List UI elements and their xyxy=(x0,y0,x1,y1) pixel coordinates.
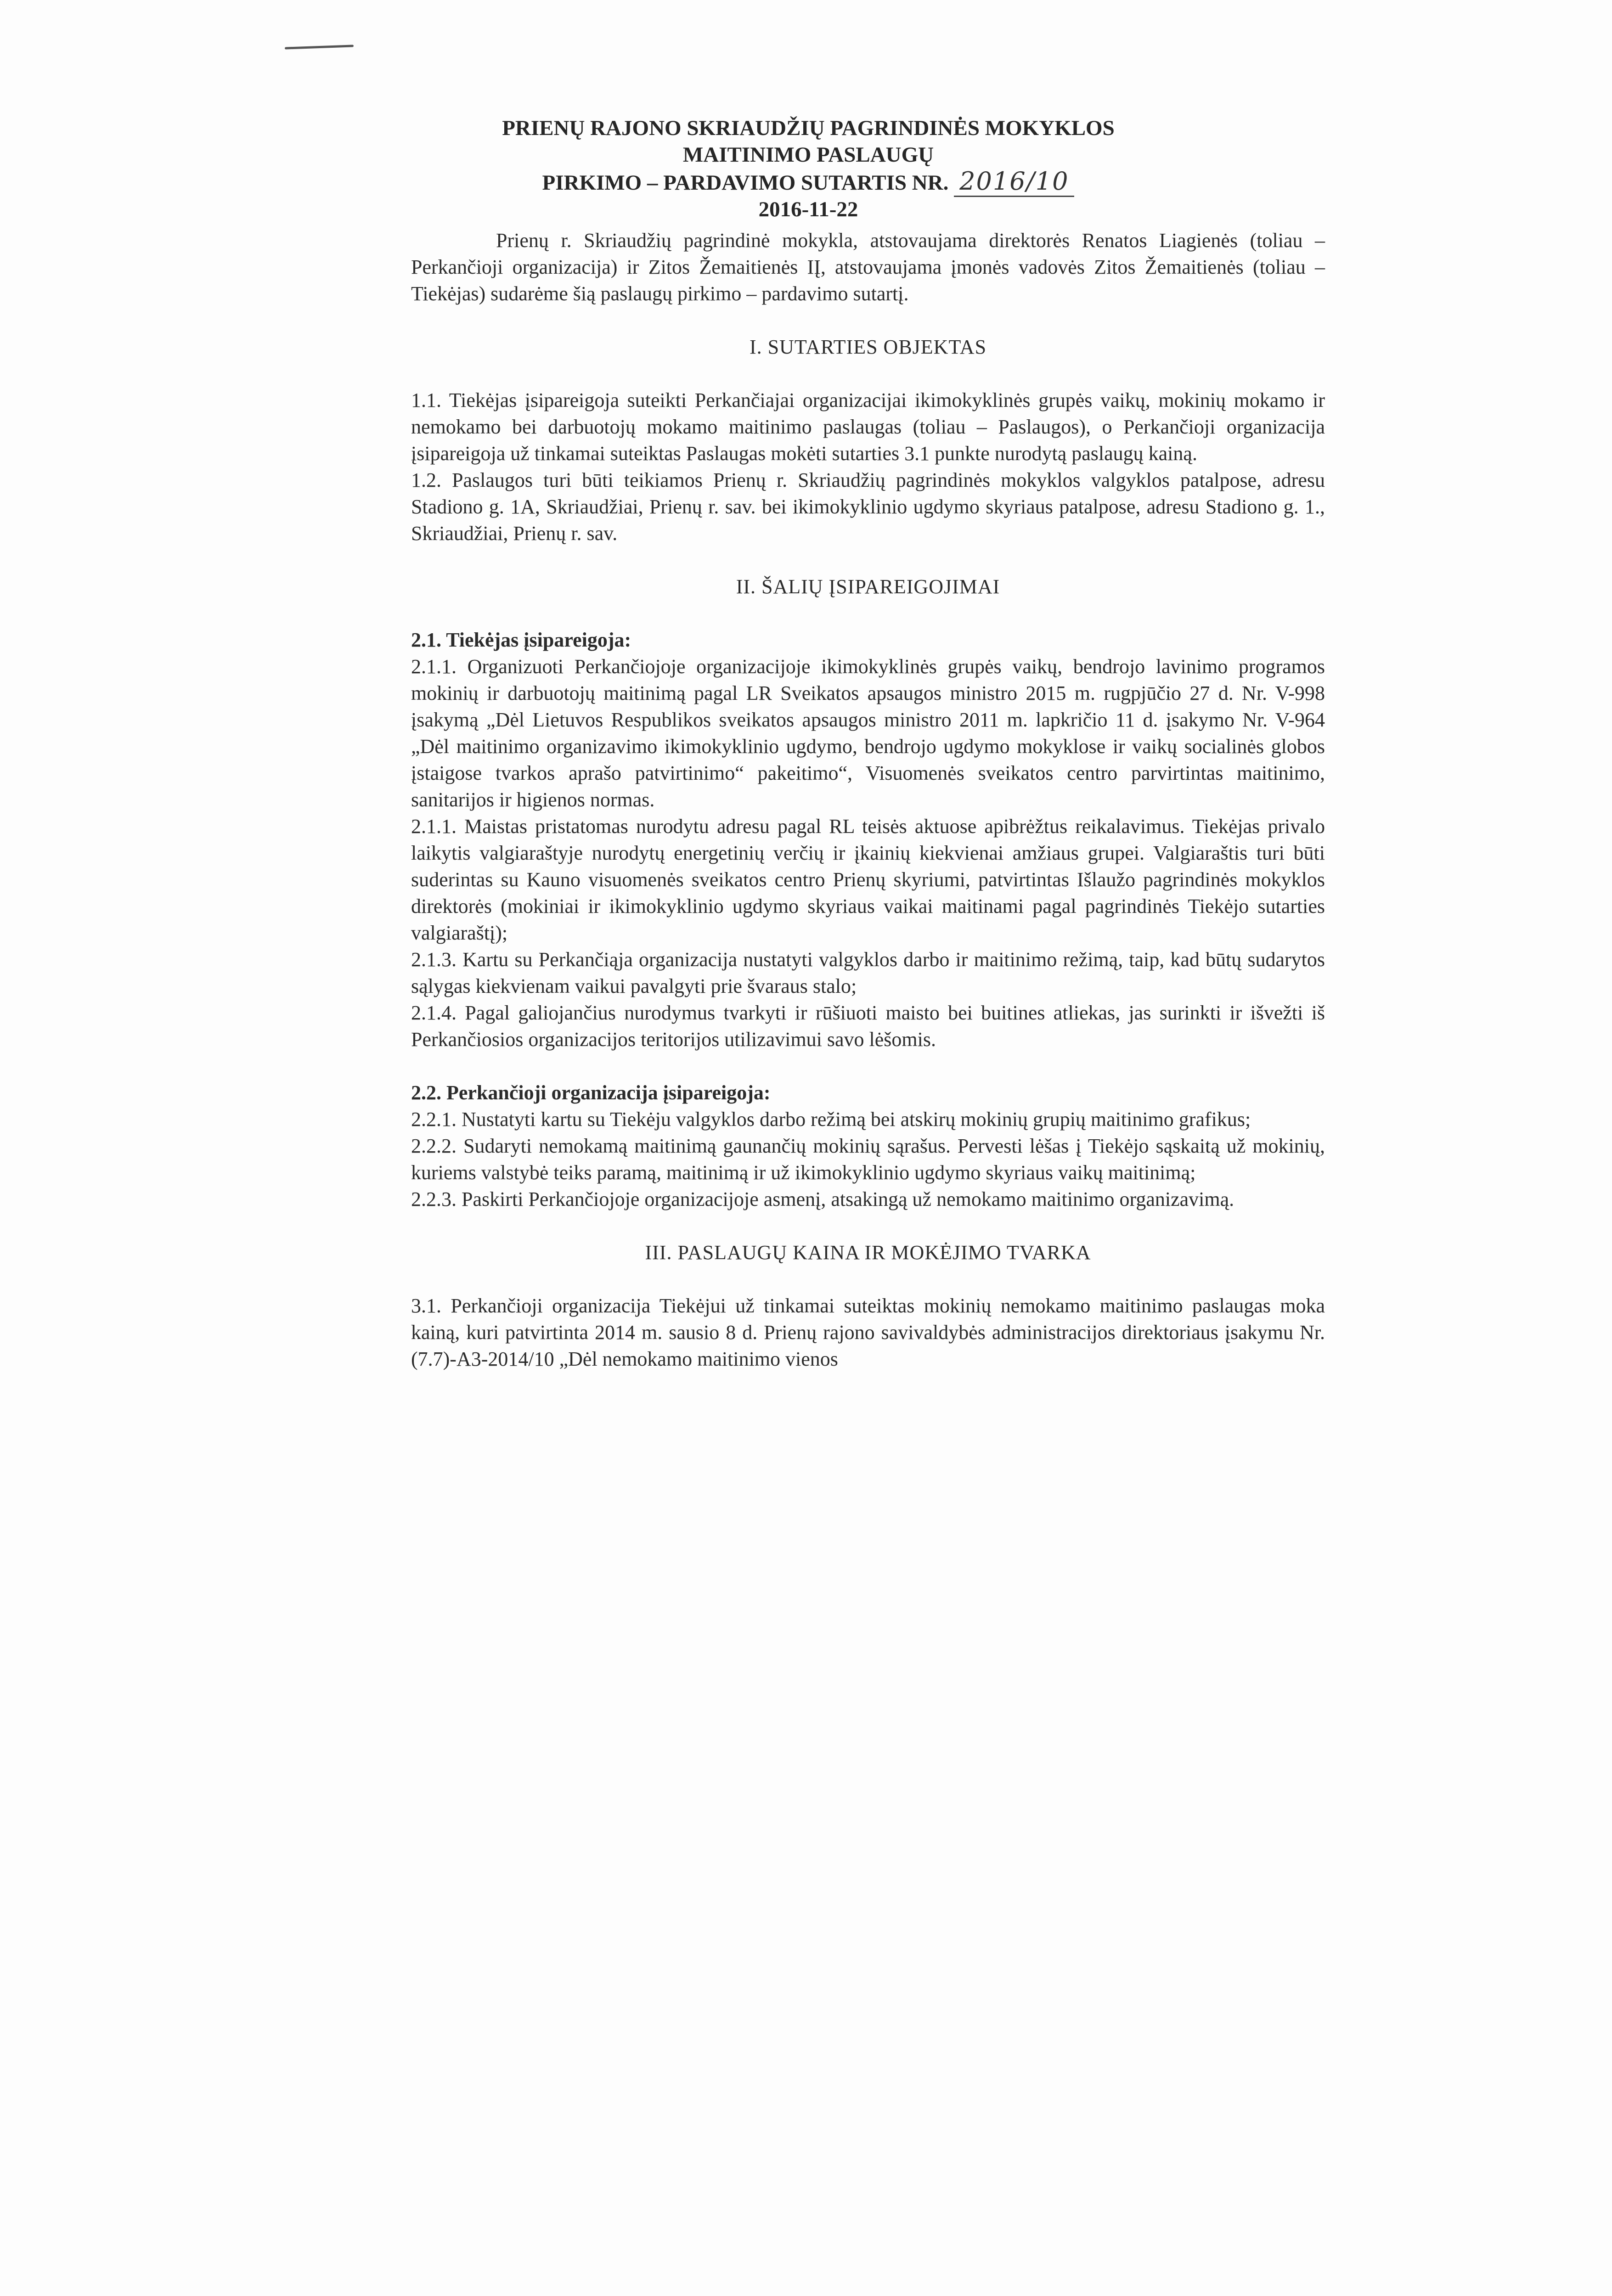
header-date: 2016-11-22 xyxy=(758,197,858,221)
clause-2-1-1b: 2.1.1. Maistas pristatomas nurodytu adresu pagal RL teisės aktuose apibrėžtus reikalavimus. Tiekėjas privalo laikytis valgiaraštyje nurodytų energetinių verčių ir įkainių kiekvienai amžiaus grupei. Valgiaraštis turi būti suderintas su Kauno visuomenės sveikatos centro Prienų skyriumi, patvirtintas Išlaužo pagrindinės mokyklos direktorės (mokiniai ir ikimokyklinio ugdymo skyriaus vaikai maitinami pagal pagrindinės Tiekėjo sutarties valgiaraštį); xyxy=(411,815,1325,944)
clause-3-1: 3.1. Perkančioji organizacija Tiekėjui už tinkamai suteiktas mokinių nemokamo maitinimo paslaugas moka kainą, kuri patvirtinta 2014 m. sausio 8 d. Prienų rajono savivaldybės administracijos direktoriaus įsakymu Nr.(7.7)-A3-2014/10 „Dėl nemokamo maitinimo vienos xyxy=(411,1294,1325,1370)
section-title-objektas: I. SUTARTIES OBJEKTAS xyxy=(749,336,987,358)
document-body xyxy=(411,227,1325,1373)
clause-1-2: 1.2. Paslaugos turi būti teikiamos Prienų r. Skriaudžių pagrindinės mokyklos valgyklos patalpose, adresu Stadiono g. 1A, Skriaudžiai, Prienų r. sav. bei ikimokyklinio ugdymo skyriaus patalpose, adresu Stadiono g. 1., Skriaudžiai, Prienų r. sav. xyxy=(411,469,1325,545)
scan-pen-mark xyxy=(285,45,354,49)
document-header xyxy=(413,115,1203,223)
section-title-isipareigojimai: II. ŠALIŲ ĮSIPAREIGOJIMAI xyxy=(736,575,1000,598)
clause-2-1-4: 2.1.4. Pagal galiojančius nurodymus tvarkyti ir rūšiuoti maisto bei buitines atliekas, jas surinkti ir išvežti iš Perkančiosios organizacijos teritorijos utilizavimui savo lėšomis. xyxy=(411,1002,1325,1051)
clause-2-1-3: 2.1.3. Kartu su Perkančiąja organizacija nustatyti valgyklos darbo ir maitinimo režimą, taip, kad būtų sudarytos sąlygas kiekvienam vaikui pavalgyti prie švaraus stalo; xyxy=(411,948,1325,997)
header-contract-title xyxy=(413,168,1203,196)
header-school-name: PRIENŲ RAJONO SKRIAUDŽIŲ PAGRINDINĖS MOKYKLOS xyxy=(502,116,1115,140)
header-service-name: MAITINIMO PASLAUGŲ xyxy=(682,143,934,167)
clause-2-2-3: 2.2.3. Paskirti Perkančiojoje organizacijoje asmenį, atsakingą už nemokamo maitinimo organizavimą. xyxy=(411,1188,1234,1210)
clause-2-2-1: 2.2.1. Nustatyti kartu su Tiekėju valgyklos darbo režimą bei atskirų mokinių grupių maitinimo grafikus; xyxy=(411,1108,1251,1131)
subsection-title-tiekejas: 2.1. Tiekėjas įsipareigoja: xyxy=(411,629,631,651)
subsection-title-perkancioji: 2.2. Perkančioji organizacija įsipareigoja: xyxy=(411,1081,771,1104)
clause-1-1: 1.1. Tiekėjas įsipareigoja suteikti Perkančiajai organizacijai ikimokyklinės grupės vaikų, mokinių mokamo ir nemokamo bei darbuotojų mokamo maitinimo paslaugas (toliau – Paslaugos), o Perkančioji organizacija įsipareigoja už tinkamai suteiktas Paslaugas mokėti sutarties 3.1 punkte nurodytą paslaugų kainą. xyxy=(411,389,1325,465)
header-contract-label: PIRKIMO – PARDAVIMO SUTARTIS NR. xyxy=(542,171,949,195)
clause-2-1-1: 2.1.1. Organizuoti Perkančiojoje organizacijoje ikimokyklinės grupės vaikų, bendrojo lavinimo programos mokinių ir darbuotojų maitinimą pagal LR Sveikatos apsaugos ministro 2015 m. rugpjūčio 27 d. Nr. V-998 įsakymą „Dėl Lietuvos Respublikos sveikatos apsaugos ministro 2011 m. lapkričio 11 d. įsakymo Nr. V-964 „Dėl maitinimo organizavimo ikimokyklinio ugdymo, bendrojo ugdymo mokyklose ir vaikų socialinės globos įstaigose tvarkos aprašo patvirtinimo“ pakeitimo“, Visuomenės sveikatos centro parvirtintas maitinimo, sanitarijos ir higienos normas. xyxy=(411,655,1325,811)
paragraph-gap xyxy=(411,1053,1325,1080)
section-title-kaina: III. PASLAUGŲ KAINA IR MOKĖJIMO TVARKA xyxy=(645,1241,1091,1264)
handwritten-contract-number: 2016/10 xyxy=(954,167,1074,197)
clause-2-2-2: 2.2.2. Sudaryti nemokamą maitinimą gaunančių mokinių sąrašus. Pervesti lėšas į Tiekėjo sąskaitą už mokinių, kuriems valstybė teiks paramą, maitinimą ir už ikimokyklinio ugdymo skyriaus vaikų maitinimą; xyxy=(411,1135,1325,1184)
intro-paragraph: Prienų r. Skriaudžių pagrindinė mokykla, atstovaujama direktorės Renatos Liagienės (toliau – Perkančioji organizacija) ir Zitos Žemaitienės IĮ, atstovaujama įmonės vadovės Zitos Žemaitienės (toliau – Tiekėjas) sudarėme šią paslaugų pirkimo – pardavimo sutartį. xyxy=(411,229,1325,305)
